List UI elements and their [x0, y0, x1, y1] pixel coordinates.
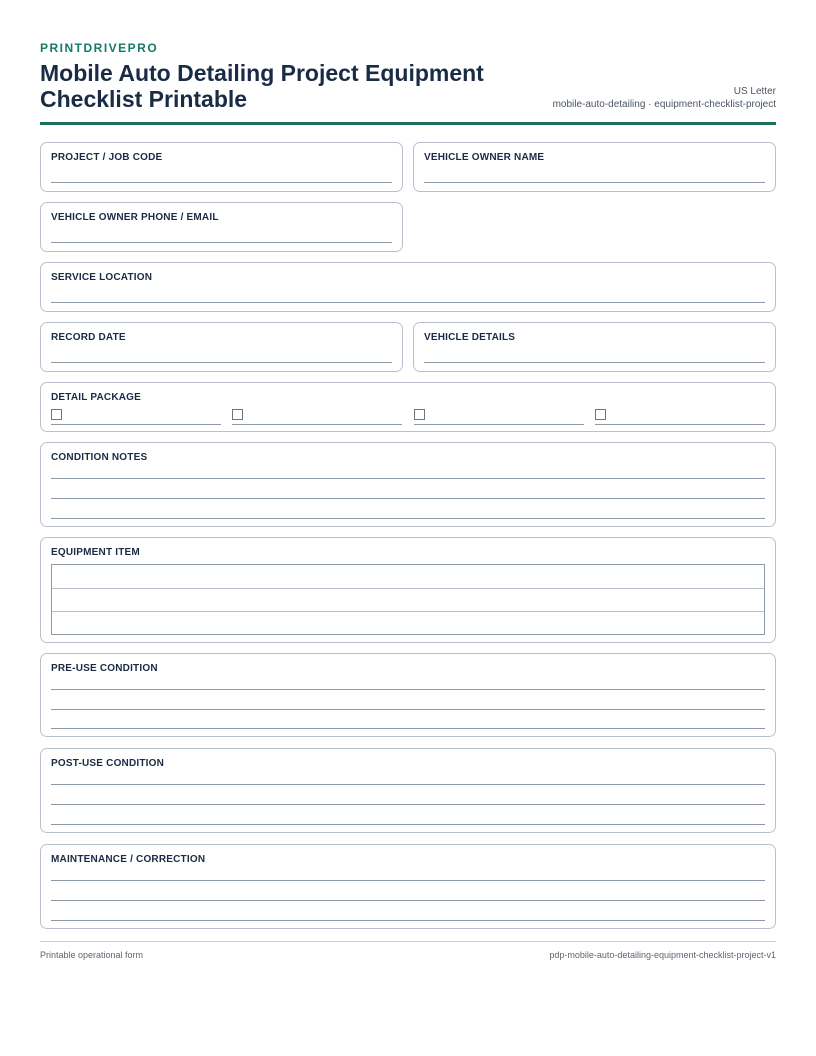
write-line[interactable] — [51, 709, 765, 710]
vehicle-details-field[interactable] — [413, 322, 776, 372]
post-use-condition-field[interactable] — [40, 748, 776, 833]
equipment-item-table[interactable] — [51, 564, 765, 635]
write-line[interactable] — [51, 728, 765, 729]
post-use-condition-label: POST-USE CONDITION — [51, 758, 165, 769]
detail-package-option-3[interactable] — [414, 407, 584, 425]
table-row-divider — [52, 611, 764, 612]
detail-package-label: DETAIL PACKAGE — [51, 392, 142, 403]
page-title: Mobile Auto Detailing Project Equipment Checklist Printable — [40, 60, 484, 112]
vehicle-owner-name-field[interactable] — [413, 142, 776, 192]
condition-notes-field[interactable] — [40, 442, 776, 527]
equipment-item-field — [40, 537, 776, 643]
write-line[interactable] — [424, 182, 765, 183]
checkbox[interactable] — [414, 409, 425, 420]
write-line[interactable] — [51, 242, 392, 243]
header-rule — [40, 122, 776, 125]
detail-package-option-2[interactable] — [232, 407, 402, 425]
write-line[interactable] — [51, 362, 392, 363]
checkbox[interactable] — [232, 409, 243, 420]
write-line[interactable] — [51, 804, 765, 805]
equipment-item-label: EQUIPMENT ITEM — [51, 547, 140, 558]
write-line[interactable] — [51, 498, 765, 499]
footer-left: Printable operational form — [40, 950, 144, 960]
project-job-code-field[interactable] — [40, 142, 403, 192]
maintenance-correction-field[interactable] — [40, 844, 776, 929]
checkbox[interactable] — [595, 409, 606, 420]
write-line[interactable] — [51, 182, 392, 183]
brand-name: PRINTDRIVEPRO — [40, 41, 159, 55]
vehicle-owner-contact-label: VEHICLE OWNER PHONE / EMAIL — [51, 212, 219, 223]
service-location-field[interactable] — [40, 262, 776, 312]
project-job-code-label: PROJECT / JOB CODE — [51, 152, 163, 163]
document-slug: mobile-auto-detailing · equipment-checklist-project — [552, 99, 776, 110]
service-location-label: SERVICE LOCATION — [51, 272, 153, 283]
write-line[interactable] — [51, 900, 765, 901]
vehicle-details-label: VEHICLE DETAILS — [424, 332, 516, 343]
record-date-label: RECORD DATE — [51, 332, 126, 343]
pre-use-condition-field[interactable] — [40, 653, 776, 737]
document-meta — [553, 85, 776, 111]
vehicle-owner-contact-field[interactable] — [40, 202, 403, 252]
write-line[interactable] — [51, 880, 765, 881]
detail-package-option-1[interactable] — [51, 407, 221, 425]
record-date-field[interactable] — [40, 322, 403, 372]
write-line[interactable] — [51, 689, 765, 690]
pre-use-condition-label: PRE-USE CONDITION — [51, 663, 158, 674]
checkbox[interactable] — [51, 409, 62, 420]
vehicle-owner-name-label: VEHICLE OWNER NAME — [424, 152, 545, 163]
write-line[interactable] — [51, 824, 765, 825]
maintenance-correction-label: MAINTENANCE / CORRECTION — [51, 854, 206, 865]
write-line[interactable] — [51, 478, 765, 479]
condition-notes-label: CONDITION NOTES — [51, 452, 148, 463]
write-line[interactable] — [51, 302, 765, 303]
detail-package-option-4[interactable] — [595, 407, 765, 425]
write-line[interactable] — [51, 518, 765, 519]
table-row-divider — [52, 588, 764, 589]
write-line[interactable] — [51, 784, 765, 785]
detail-package-field — [40, 382, 776, 432]
footer-right: pdp-mobile-auto-detailing-equipment-checklist-project-v1 — [549, 950, 776, 960]
write-line[interactable] — [51, 920, 765, 921]
paper-size: US Letter — [733, 86, 776, 97]
footer-rule — [40, 941, 776, 942]
write-line[interactable] — [424, 362, 765, 363]
